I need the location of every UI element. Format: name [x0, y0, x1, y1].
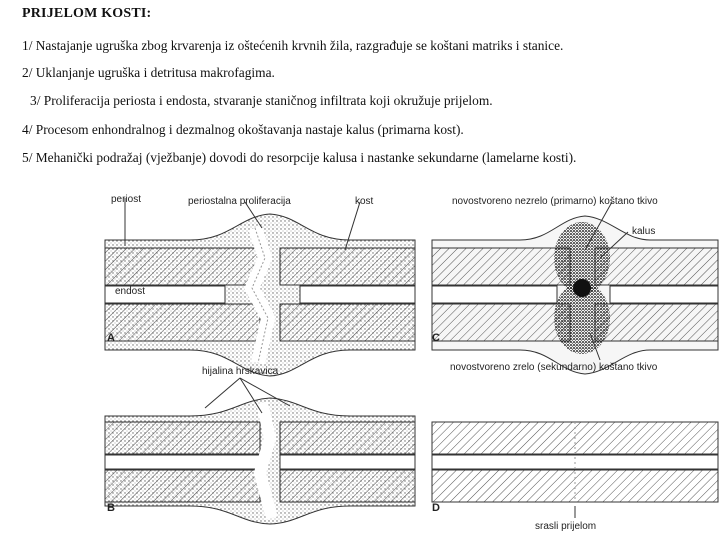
panel-letter-a: A	[107, 332, 115, 344]
paragraph-step-3: 3/ Proliferacija periosta i endosta, stvaranje staničnog infiltrata koji okružuje prijelom.	[30, 93, 493, 108]
label-kalus: kalus	[632, 226, 656, 237]
label-periost: periost	[111, 194, 142, 205]
label-novostvoreno-zrelo: novostvoreno zrelo (sekundarno) koštano tkivo	[450, 362, 658, 373]
panel-b-diagram	[105, 378, 415, 524]
panel-c-diagram	[432, 202, 718, 374]
fracture-healing-figure	[0, 188, 720, 540]
label-periostalna-proliferacija: periostalna proliferacija	[188, 196, 291, 207]
panel-letter-b: B	[107, 502, 115, 514]
paragraph-step-2: 2/ Uklanjanje ugruška i detritusa makrofagima.	[22, 65, 275, 80]
panel-a-diagram	[105, 198, 415, 376]
label-endost: endost	[115, 286, 146, 297]
label-srasli-prijelom: srasli prijelom	[535, 521, 597, 532]
label-novostvoreno-nezrelo: novostvoreno nezrelo (primarno) koštano tkivo	[452, 196, 658, 207]
paragraph-step-1: 1/ Nastajanje ugruška zbog krvarenja iz oštećenih krvnih žila, razgrađuje se koštani matriks i stanice.	[22, 38, 564, 53]
document-title: PRIJELOM KOSTI:	[22, 6, 152, 21]
label-kost: kost	[355, 196, 374, 207]
paragraph-step-4: 4/ Procesom enhondralnog i dezmalnog okoštavanja nastaje kalus (primarna kost).	[22, 122, 464, 137]
label-hijalina-hrskavica: hijalina hrskavica	[202, 366, 279, 377]
panel-letter-d: D	[432, 502, 440, 514]
paragraph-step-5: 5/ Mehanički podražaj (vježbanje) dovodi do resorpcije kalusa i nastanke sekundarne (lamelarne kosti).	[22, 150, 577, 165]
panel-letter-c: C	[432, 332, 440, 344]
panel-d-diagram	[432, 422, 718, 518]
